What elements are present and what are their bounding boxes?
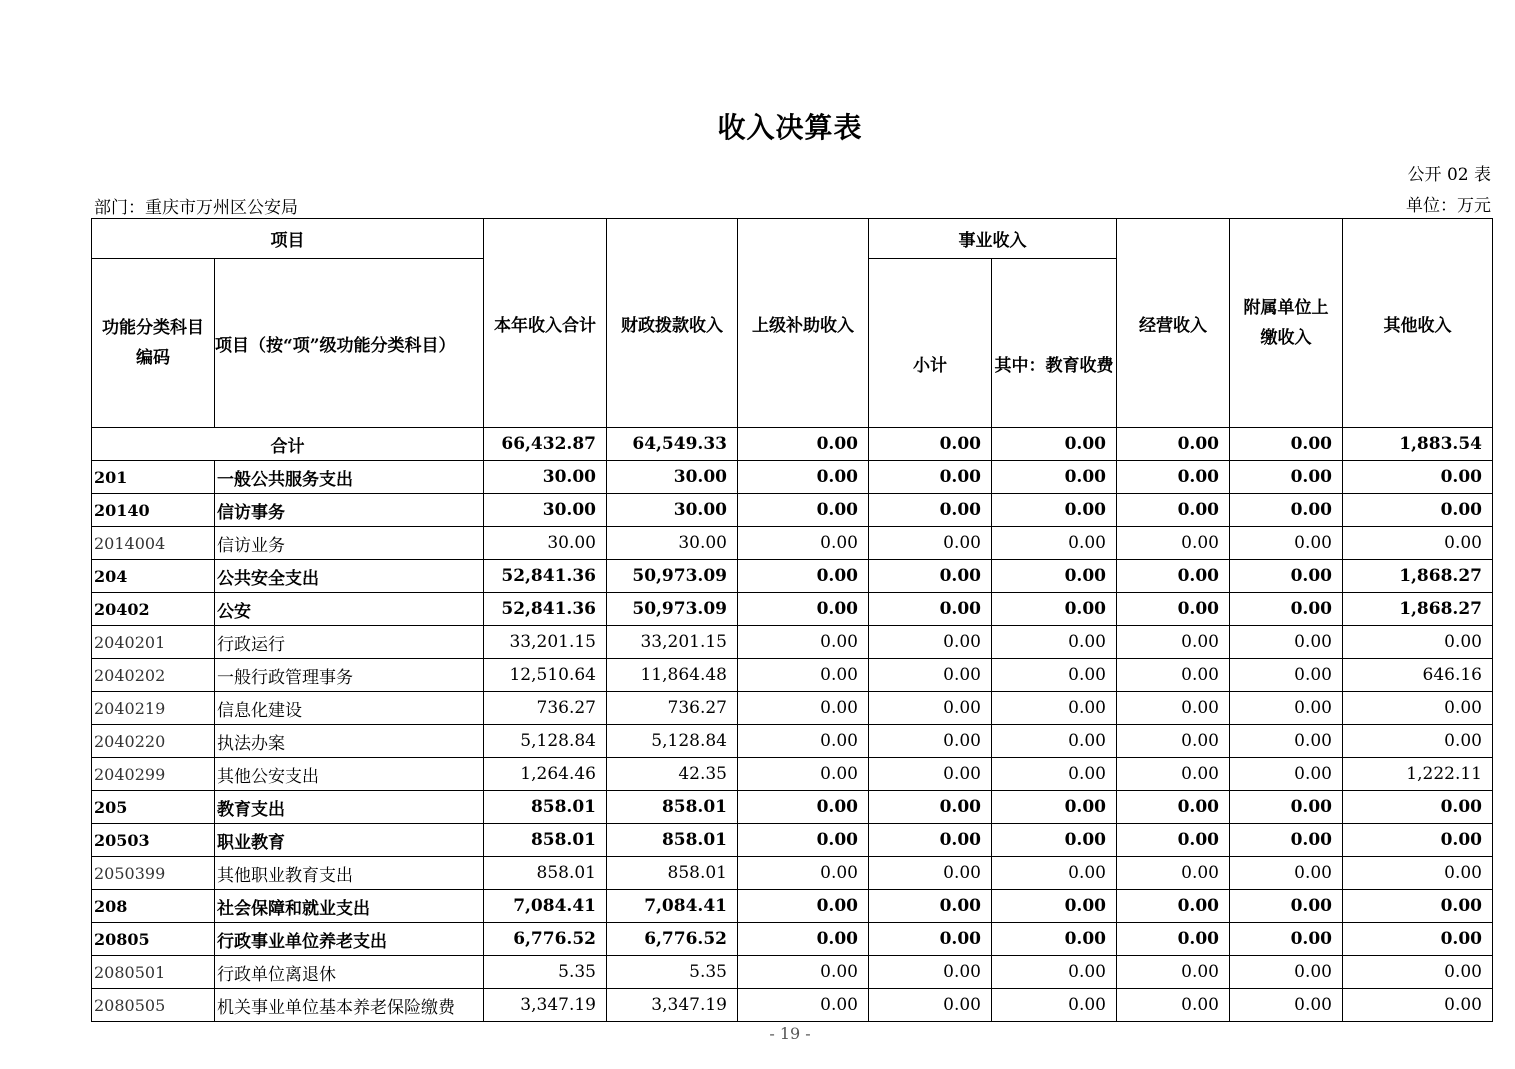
- row-value: 0.00: [992, 989, 1117, 1022]
- row-value: 0.00: [992, 626, 1117, 659]
- row-value: 0.00: [1343, 989, 1493, 1022]
- row-value: 30.00: [607, 461, 738, 494]
- row-value: 0.00: [1343, 725, 1493, 758]
- table-row: [92, 824, 1493, 857]
- row-value: 0.00: [1230, 857, 1343, 890]
- header-name: 项目（按“项”级功能分类科目）: [215, 259, 484, 428]
- row-code: 204: [92, 560, 215, 593]
- row-value: 0.00: [1117, 791, 1230, 824]
- row-value: 5,128.84: [484, 725, 607, 758]
- row-value: 0.00: [738, 923, 869, 956]
- row-code: 2050399: [92, 857, 215, 890]
- row-value: 858.01: [484, 791, 607, 824]
- row-value: 0.00: [1230, 824, 1343, 857]
- row-value: 0.00: [869, 989, 992, 1022]
- row-code: 20503: [92, 824, 215, 857]
- header-item-group: 项目: [92, 219, 484, 259]
- row-value: 0.00: [1117, 857, 1230, 890]
- total-cell: 1,883.54: [1343, 428, 1493, 461]
- row-value: 0.00: [738, 692, 869, 725]
- row-value: 0.00: [992, 527, 1117, 560]
- row-value: 0.00: [1230, 560, 1343, 593]
- row-value: 0.00: [1230, 692, 1343, 725]
- row-value: 0.00: [992, 725, 1117, 758]
- row-value: 0.00: [869, 659, 992, 692]
- row-value: 0.00: [1343, 890, 1493, 923]
- row-value: 0.00: [1230, 890, 1343, 923]
- row-value: 0.00: [738, 494, 869, 527]
- row-value: 0.00: [992, 791, 1117, 824]
- row-value: 0.00: [1117, 560, 1230, 593]
- header-fiscal: 财政拨款收入: [607, 219, 738, 428]
- row-value: 3,347.19: [607, 989, 738, 1022]
- row-name: 公安: [215, 593, 484, 626]
- row-value: 0.00: [869, 593, 992, 626]
- row-value: 33,201.15: [484, 626, 607, 659]
- row-value: 0.00: [1230, 527, 1343, 560]
- row-code: 2040202: [92, 659, 215, 692]
- row-name: 职业教育: [215, 824, 484, 857]
- row-value: 0.00: [738, 560, 869, 593]
- row-value: 0.00: [1117, 659, 1230, 692]
- row-code: 2080501: [92, 956, 215, 989]
- row-value: 0.00: [992, 461, 1117, 494]
- row-value: 0.00: [738, 857, 869, 890]
- total-cell: 64,549.33: [607, 428, 738, 461]
- total-cell: 0.00: [1117, 428, 1230, 461]
- row-value: 0.00: [869, 956, 992, 989]
- table-row: [92, 692, 1493, 725]
- header-other: 其他收入: [1343, 219, 1493, 428]
- row-value: 50,973.09: [607, 593, 738, 626]
- row-value: 646.16: [1343, 659, 1493, 692]
- total-cell: 0.00: [992, 428, 1117, 461]
- row-value: 12,510.64: [484, 659, 607, 692]
- row-value: 736.27: [484, 692, 607, 725]
- total-cell: 0.00: [1230, 428, 1343, 461]
- row-value: 0.00: [1343, 626, 1493, 659]
- header-code-text: 功能分类科目编码: [102, 318, 204, 368]
- row-name: 公共安全支出: [215, 560, 484, 593]
- row-value: 0.00: [738, 890, 869, 923]
- total-row: [92, 428, 1493, 461]
- table-row: [92, 527, 1493, 560]
- row-code: 208: [92, 890, 215, 923]
- row-name: 其他职业教育支出: [215, 857, 484, 890]
- row-value: 0.00: [869, 461, 992, 494]
- row-name: 信息化建设: [215, 692, 484, 725]
- row-value: 0.00: [1343, 956, 1493, 989]
- row-value: 0.00: [992, 857, 1117, 890]
- header-code: [92, 259, 215, 428]
- table-row: [92, 494, 1493, 527]
- row-value: 1,222.11: [1343, 758, 1493, 791]
- row-value: 0.00: [1230, 923, 1343, 956]
- row-value: 0.00: [1230, 593, 1343, 626]
- form-number: 公开 02 表: [1407, 165, 1491, 185]
- row-value: 0.00: [1117, 461, 1230, 494]
- row-value: 0.00: [869, 791, 992, 824]
- row-value: 0.00: [1117, 989, 1230, 1022]
- row-code: 2040219: [92, 692, 215, 725]
- row-name: 其他公安支出: [215, 758, 484, 791]
- row-code: 2040299: [92, 758, 215, 791]
- row-value: 0.00: [1343, 824, 1493, 857]
- row-value: 0.00: [1230, 494, 1343, 527]
- row-value: 0.00: [992, 956, 1117, 989]
- row-value: 0.00: [1343, 692, 1493, 725]
- header-total: 本年收入合计: [484, 219, 607, 428]
- table-row: [92, 956, 1493, 989]
- row-value: 0.00: [738, 461, 869, 494]
- row-value: 0.00: [1230, 956, 1343, 989]
- row-value: 0.00: [869, 626, 992, 659]
- page-title: 收入决算表: [717, 111, 863, 144]
- row-value: 6,776.52: [607, 923, 738, 956]
- table-row: [92, 659, 1493, 692]
- row-value: 7,084.41: [607, 890, 738, 923]
- row-code: 20402: [92, 593, 215, 626]
- row-value: 0.00: [1117, 758, 1230, 791]
- row-value: 0.00: [992, 824, 1117, 857]
- row-name: 教育支出: [215, 791, 484, 824]
- row-value: 7,084.41: [484, 890, 607, 923]
- row-value: 0.00: [992, 692, 1117, 725]
- row-value: 0.00: [992, 560, 1117, 593]
- row-value: 0.00: [1117, 725, 1230, 758]
- row-name: 机关事业单位基本养老保险缴费: [215, 989, 484, 1022]
- row-value: 30.00: [484, 461, 607, 494]
- table-row: [92, 593, 1493, 626]
- table-row: [92, 461, 1493, 494]
- table-row: [92, 725, 1493, 758]
- header-affiliated-text: 附属单位上缴收入: [1243, 298, 1329, 348]
- row-value: 30.00: [607, 494, 738, 527]
- row-code: 20140: [92, 494, 215, 527]
- row-value: 0.00: [1230, 461, 1343, 494]
- row-value: 0.00: [738, 626, 869, 659]
- row-value: 0.00: [992, 758, 1117, 791]
- row-value: 0.00: [1117, 923, 1230, 956]
- row-value: 5.35: [484, 956, 607, 989]
- row-code: 20805: [92, 923, 215, 956]
- row-value: 0.00: [1343, 791, 1493, 824]
- row-value: 0.00: [738, 989, 869, 1022]
- row-name: 信访业务: [215, 527, 484, 560]
- row-name: 行政事业单位养老支出: [215, 923, 484, 956]
- table-row: [92, 857, 1493, 890]
- row-value: 0.00: [992, 923, 1117, 956]
- row-name: 行政单位离退休: [215, 956, 484, 989]
- row-value: 0.00: [869, 824, 992, 857]
- row-value: 0.00: [1117, 890, 1230, 923]
- total-cell: 0.00: [869, 428, 992, 461]
- row-value: 0.00: [1117, 692, 1230, 725]
- row-value: 1,868.27: [1343, 593, 1493, 626]
- row-value: 0.00: [1230, 659, 1343, 692]
- income-settlement-table: [91, 218, 1493, 1022]
- table-row: [92, 560, 1493, 593]
- row-value: 0.00: [869, 890, 992, 923]
- row-code: 2080505: [92, 989, 215, 1022]
- row-value: 5,128.84: [607, 725, 738, 758]
- row-value: 50,973.09: [607, 560, 738, 593]
- row-value: 0.00: [1117, 527, 1230, 560]
- header-operating: 经营收入: [1117, 219, 1230, 428]
- row-value: 30.00: [484, 494, 607, 527]
- row-value: 0.00: [1230, 989, 1343, 1022]
- header-education: 其中：教育收费: [992, 259, 1117, 428]
- row-value: 6,776.52: [484, 923, 607, 956]
- row-value: 30.00: [484, 527, 607, 560]
- row-value: 0.00: [869, 560, 992, 593]
- total-cell: 0.00: [738, 428, 869, 461]
- row-value: 0.00: [1230, 791, 1343, 824]
- row-value: 0.00: [869, 857, 992, 890]
- row-value: 0.00: [1117, 494, 1230, 527]
- row-value: 0.00: [1117, 593, 1230, 626]
- row-value: 736.27: [607, 692, 738, 725]
- table-row: [92, 890, 1493, 923]
- table-row: [92, 923, 1493, 956]
- row-value: 0.00: [1117, 824, 1230, 857]
- unit-label: 单位：万元: [1406, 196, 1491, 216]
- row-value: 0.00: [869, 725, 992, 758]
- row-value: 858.01: [607, 791, 738, 824]
- row-value: 858.01: [607, 824, 738, 857]
- row-code: 205: [92, 791, 215, 824]
- row-value: 33,201.15: [607, 626, 738, 659]
- row-value: 52,841.36: [484, 560, 607, 593]
- row-value: 0.00: [1343, 857, 1493, 890]
- table-row: [92, 791, 1493, 824]
- row-value: 0.00: [1343, 461, 1493, 494]
- row-value: 11,864.48: [607, 659, 738, 692]
- row-value: 0.00: [1230, 758, 1343, 791]
- row-value: 0.00: [738, 956, 869, 989]
- row-value: 858.01: [484, 824, 607, 857]
- row-value: 0.00: [1230, 725, 1343, 758]
- row-name: 信访事务: [215, 494, 484, 527]
- row-value: 0.00: [738, 659, 869, 692]
- row-value: 3,347.19: [484, 989, 607, 1022]
- department-label: 部门：重庆市万州区公安局: [94, 198, 298, 218]
- row-value: 0.00: [1230, 626, 1343, 659]
- row-value: 0.00: [738, 527, 869, 560]
- row-value: 0.00: [992, 659, 1117, 692]
- page-number: - 19 -: [769, 1024, 811, 1043]
- row-value: 0.00: [992, 890, 1117, 923]
- row-value: 858.01: [607, 857, 738, 890]
- row-value: 0.00: [738, 758, 869, 791]
- table-row: [92, 758, 1493, 791]
- row-name: 行政运行: [215, 626, 484, 659]
- row-value: 30.00: [607, 527, 738, 560]
- row-value: 0.00: [869, 758, 992, 791]
- row-value: 0.00: [738, 824, 869, 857]
- row-value: 5.35: [607, 956, 738, 989]
- row-value: 1,868.27: [1343, 560, 1493, 593]
- row-value: 0.00: [869, 527, 992, 560]
- row-value: 0.00: [738, 593, 869, 626]
- row-value: 0.00: [1117, 626, 1230, 659]
- row-value: 0.00: [1343, 923, 1493, 956]
- row-value: 0.00: [869, 494, 992, 527]
- row-value: 0.00: [869, 692, 992, 725]
- row-code: 2040201: [92, 626, 215, 659]
- header-superior: 上级补助收入: [738, 219, 869, 428]
- row-value: 0.00: [992, 593, 1117, 626]
- row-value: 0.00: [1343, 527, 1493, 560]
- row-value: 1,264.46: [484, 758, 607, 791]
- table-row: [92, 626, 1493, 659]
- row-name: 一般公共服务支出: [215, 461, 484, 494]
- total-cell: 66,432.87: [484, 428, 607, 461]
- row-name: 一般行政管理事务: [215, 659, 484, 692]
- row-value: 0.00: [738, 725, 869, 758]
- table-row: [92, 989, 1493, 1022]
- total-label: 合计: [92, 428, 484, 461]
- row-value: 0.00: [1117, 956, 1230, 989]
- row-value: 0.00: [869, 923, 992, 956]
- row-code: 201: [92, 461, 215, 494]
- row-value: 42.35: [607, 758, 738, 791]
- row-value: 858.01: [484, 857, 607, 890]
- row-value: 0.00: [1343, 494, 1493, 527]
- row-code: 2040220: [92, 725, 215, 758]
- header-affiliated: [1230, 219, 1343, 428]
- row-value: 52,841.36: [484, 593, 607, 626]
- header-subtotal: 小计: [869, 259, 992, 428]
- row-name: 社会保障和就业支出: [215, 890, 484, 923]
- header-business-group: 事业收入: [869, 219, 1117, 259]
- row-value: 0.00: [992, 494, 1117, 527]
- row-value: 0.00: [738, 791, 869, 824]
- row-code: 2014004: [92, 527, 215, 560]
- row-name: 执法办案: [215, 725, 484, 758]
